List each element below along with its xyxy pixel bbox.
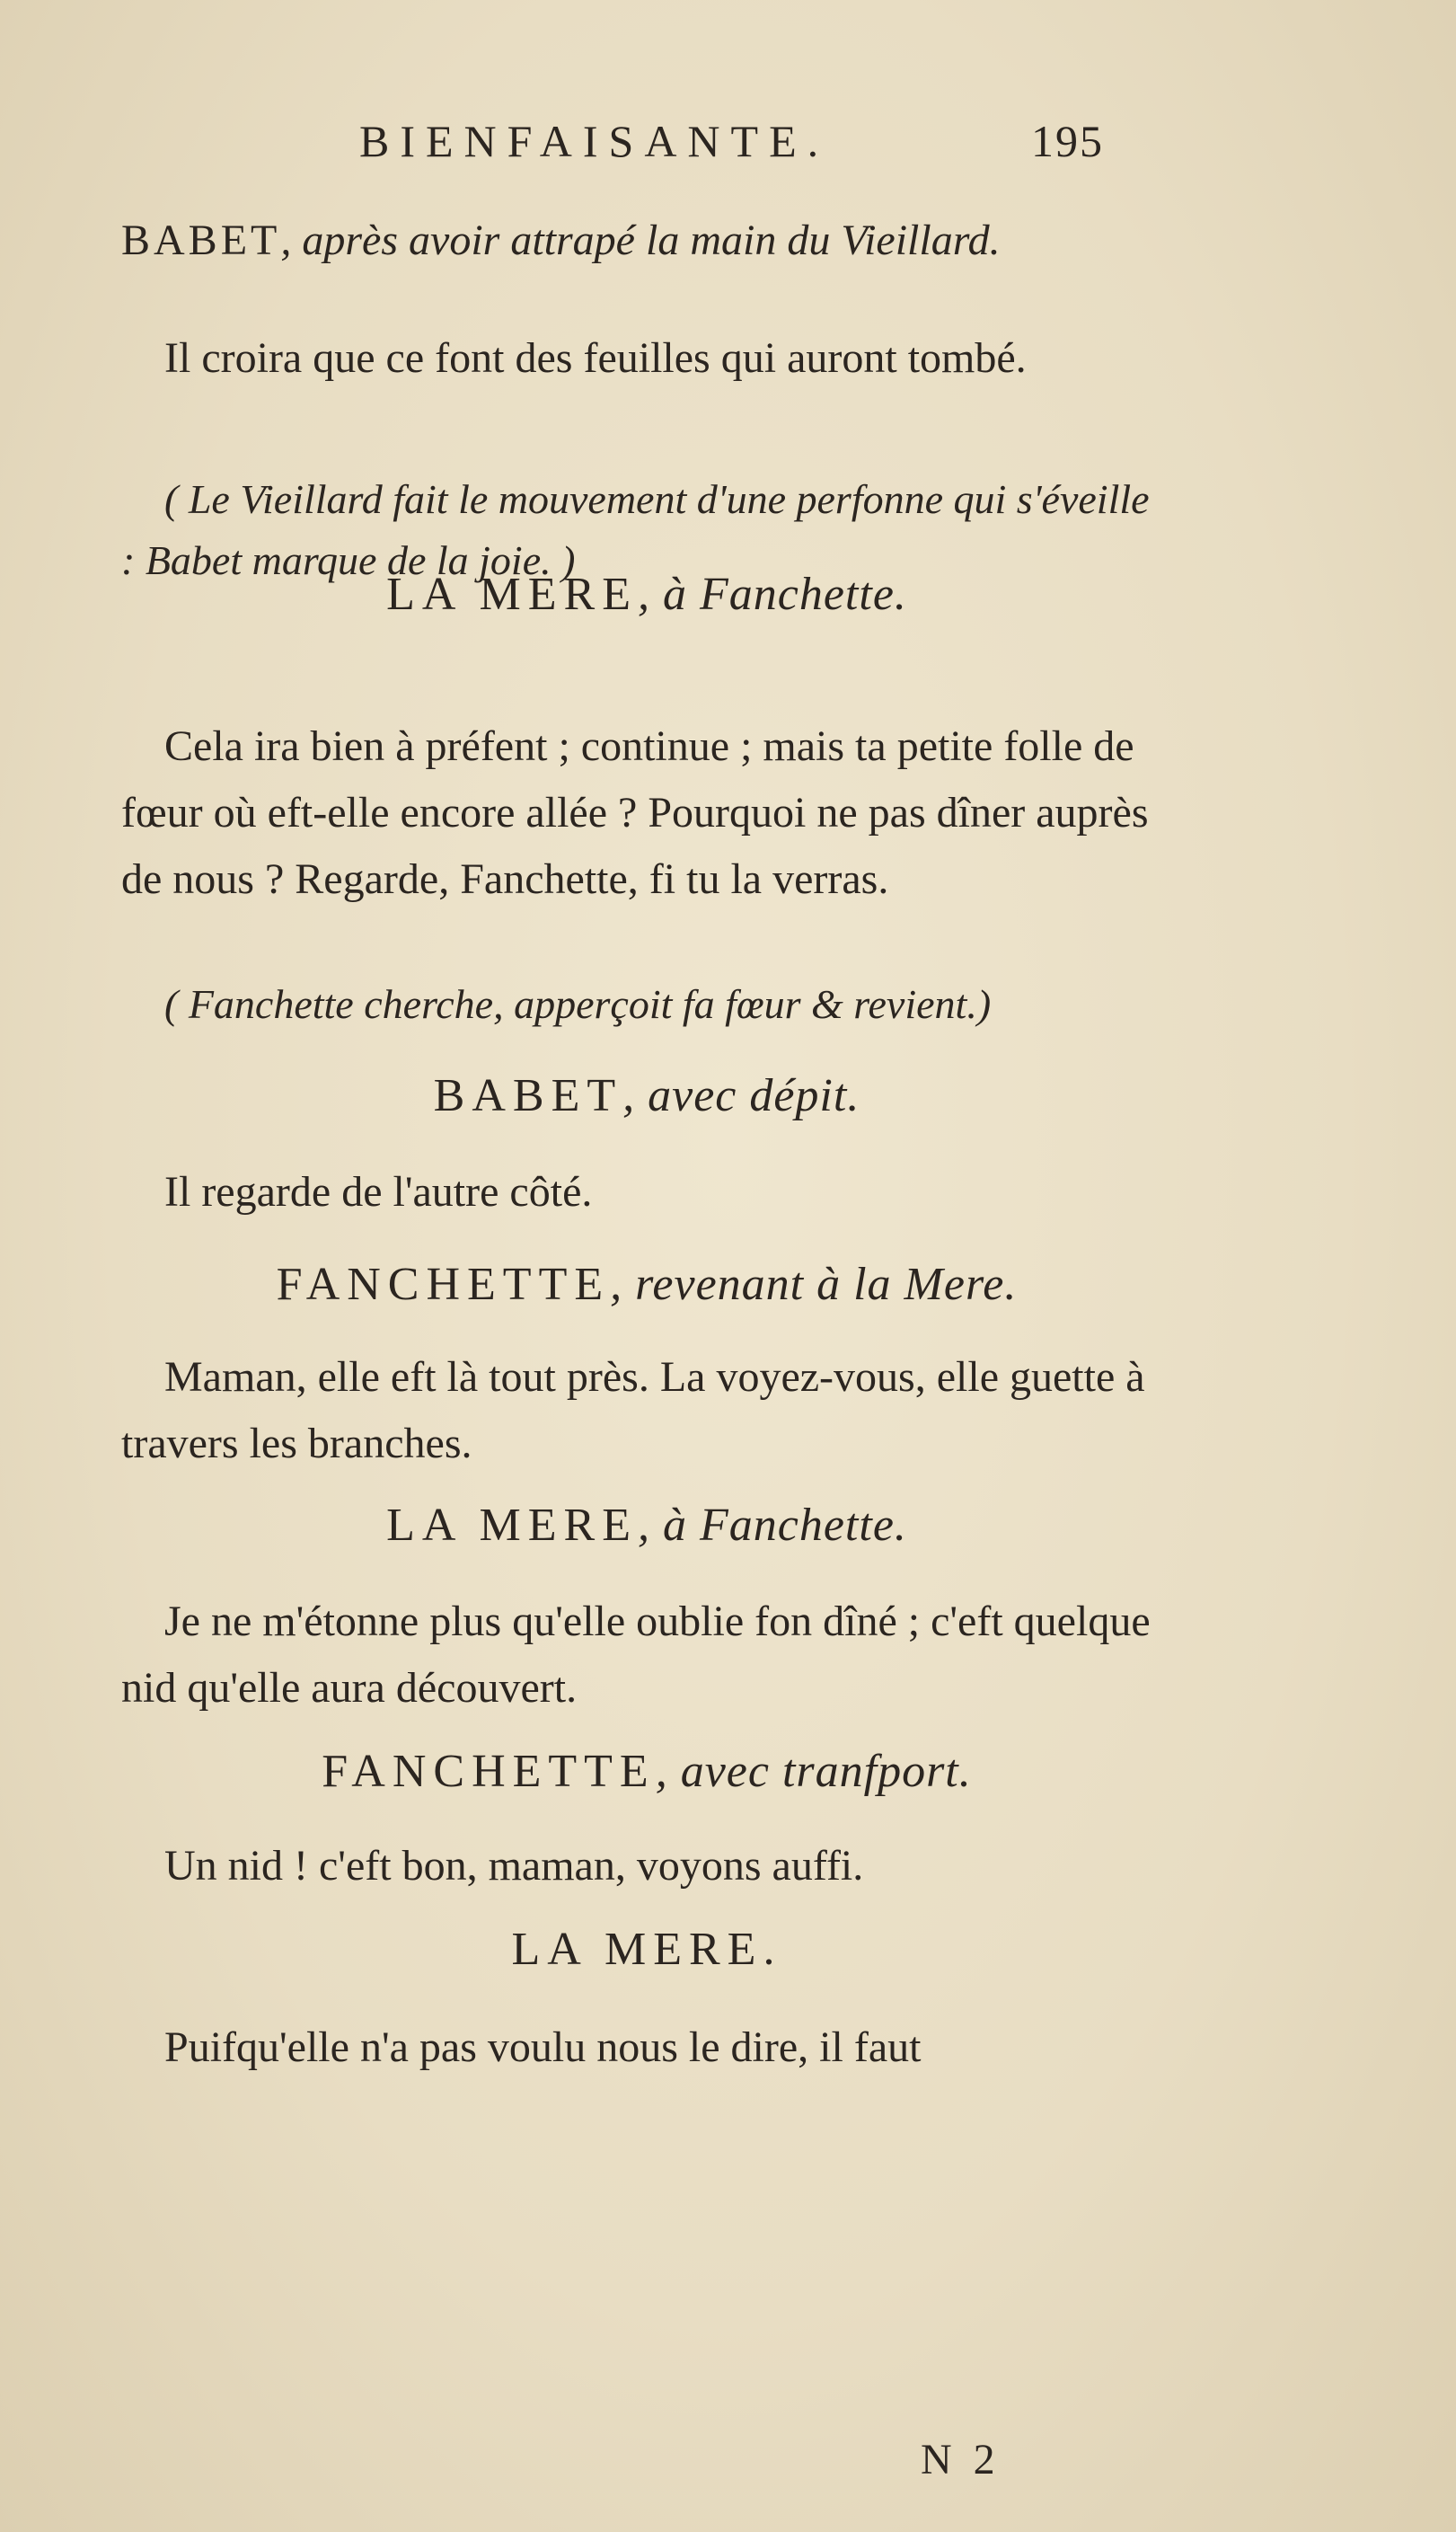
page-header: [0, 115, 1456, 178]
speaker-role: , à Fanchette.: [638, 1500, 907, 1551]
speaker-heading-5: [121, 1499, 1172, 1552]
running-title: BIENFAISANTE.: [359, 116, 830, 166]
speaker-direction: , après avoir attrapé la main du Vieillard.: [280, 217, 1001, 264]
page-number: 195: [1031, 116, 1104, 166]
speaker-heading-4: [121, 1258, 1172, 1311]
speaker-name: FANCHETTE: [276, 1259, 611, 1310]
paragraph-2: Cela ira bien à préfent ; continue ; mais ta petite folle de fœur où eft-elle encore allée ? Pourquoi ne pas dîner auprès de nous ? Regarde, Fanchette, fi tu la verras.: [121, 722, 1149, 903]
signature-mark: N 2: [921, 2436, 1001, 2483]
stage-direction-1: ( Le Vieillard fait le mouvement d'une perfonne qui s'éveille : Babet marque de la joie. ): [121, 476, 1150, 583]
speaker-heading-3: [121, 1069, 1172, 1122]
paragraph-5: Je ne m'étonne plus qu'elle oublie fon dîné ; c'eft quelque nid qu'elle aura découvert.: [121, 1598, 1151, 1712]
speaker-name: BABET: [433, 1070, 623, 1121]
paragraph-1: Il croira que ce font des feuilles qui auront tombé.: [164, 334, 1027, 382]
speaker-name: LA MERE: [386, 569, 638, 620]
speaker-role: , à Fanchette.: [638, 569, 907, 620]
speaker-name: LA MERE.: [511, 1924, 782, 1975]
speaker-name: FANCHETTE: [322, 1746, 656, 1797]
paragraph-6: Un nid ! c'eft bon, maman, voyons auffi.: [164, 1842, 864, 1890]
speaker-name: BABET: [121, 217, 281, 264]
speaker-role: , revenant à la Mere.: [610, 1259, 1018, 1310]
speaker-role: , avec tranfport.: [655, 1746, 972, 1797]
paragraph-7: Puifqu'elle n'a pas voulu nous le dire, il faut: [164, 2023, 922, 2071]
paragraph-3: Il regarde de l'autre côté.: [164, 1168, 593, 1216]
speaker-heading-2: [121, 568, 1172, 621]
speaker-name: LA MERE: [386, 1500, 638, 1551]
speaker-line-babet: [121, 208, 1172, 273]
speaker-role: , avec dépit.: [622, 1070, 860, 1121]
speaker-heading-7: [121, 1923, 1172, 1976]
speaker-heading-6: [121, 1745, 1172, 1798]
paragraph-4: Maman, elle eft là tout près. La voyez-vous, elle guette à travers les branches.: [121, 1353, 1145, 1467]
stage-direction-2: ( Fanchette cherche, apperçoit fa fœur & revient.): [164, 981, 992, 1027]
